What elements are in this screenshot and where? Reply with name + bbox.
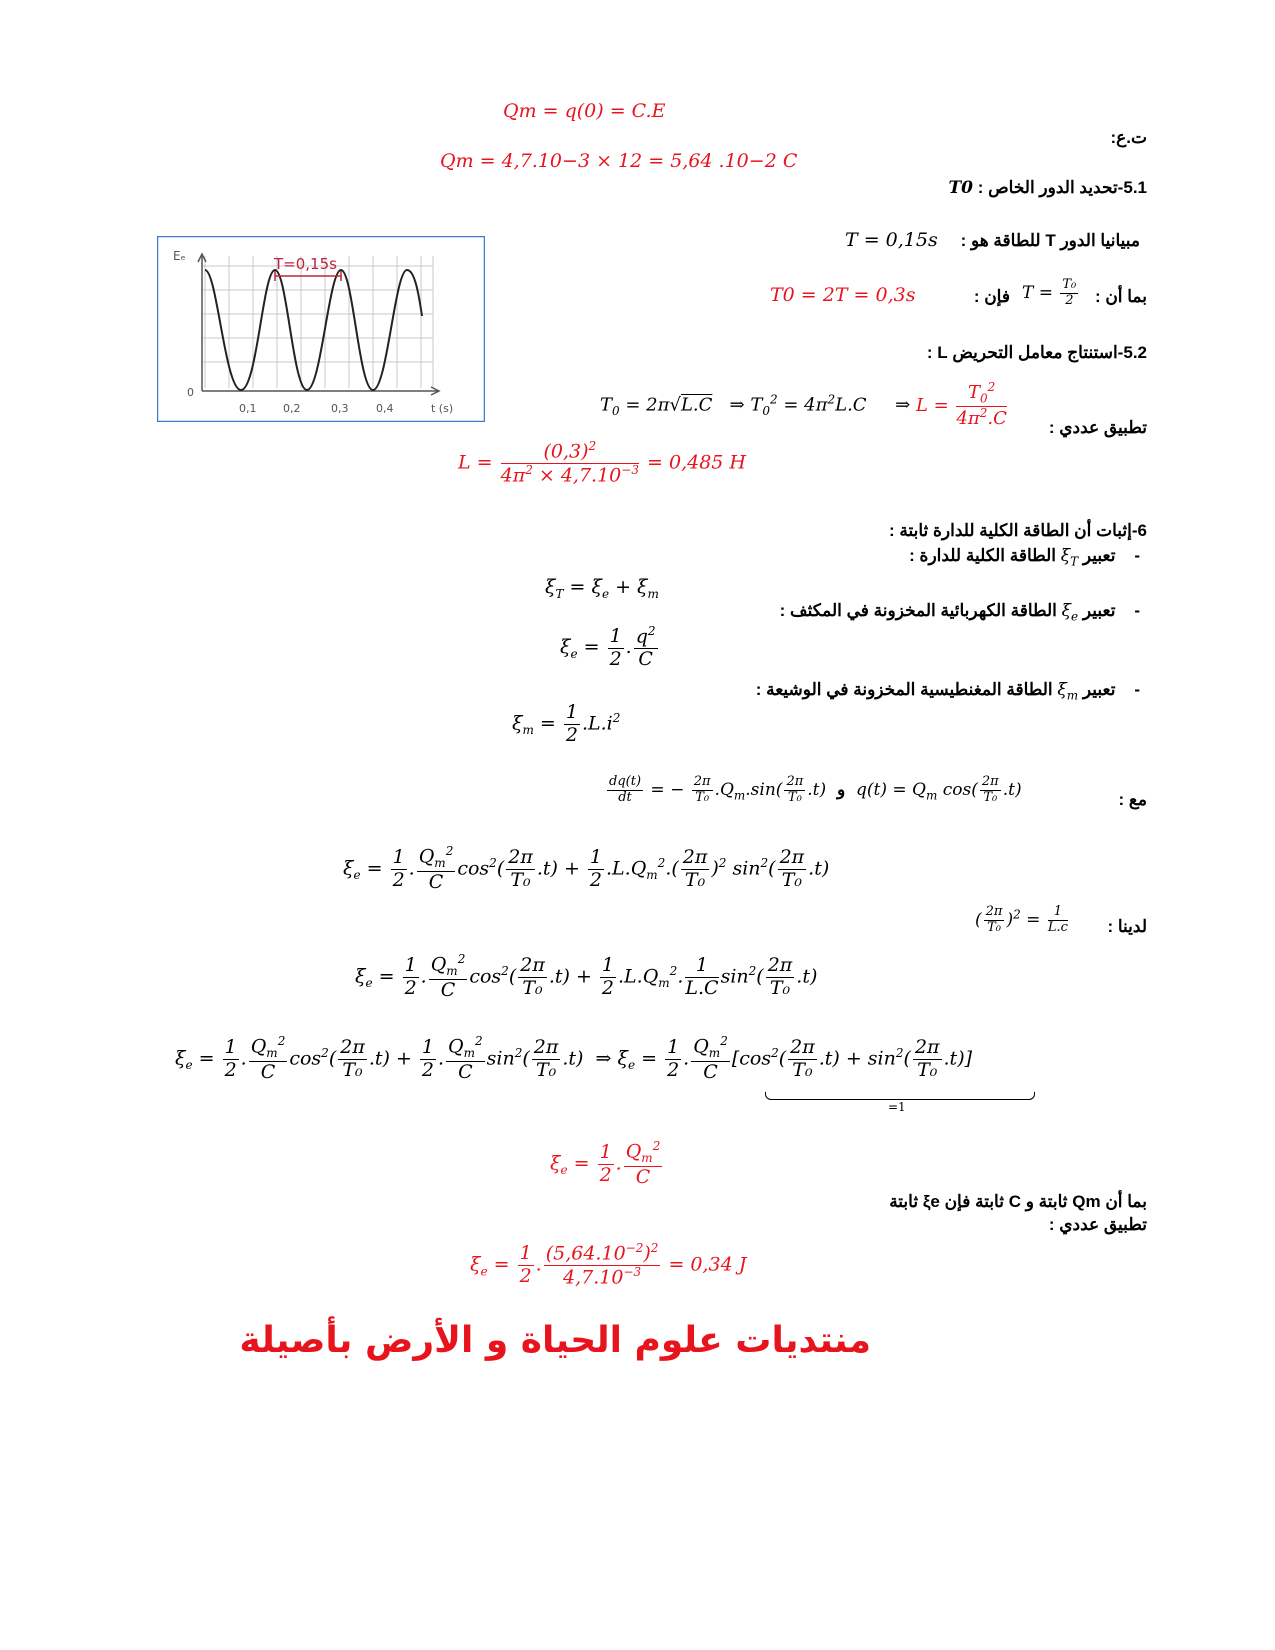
then-text: فإن :: [973, 287, 1010, 306]
magnetic-energy-formula: $\xi_m$ = $\frac{1}{2}$ $.L.i^2$: [512, 701, 621, 746]
electric-energy-formula: $\xi_e$ = $\frac{1}{2}$ . $\frac{q^2}{C}$: [560, 624, 656, 671]
x-tick: 0,3: [331, 402, 349, 415]
bullet-magnetic-energy: - تعبير $\xi_m$ الطاقة المغنطيسية المخزونة في الوشيعة :: [755, 680, 1140, 703]
l-numeric: L = $\frac{(0,3)^2}{4\pi^2 \times 4,7.10^{-3}}$ = 0,485 H: [458, 439, 746, 487]
qm-equation-2: Qm = 4,7.10−3 × 12 = 5,64 .10−2 C: [440, 150, 798, 172]
bullet-total-energy: - تعبير $\xi_T$ الطاقة الكلية للدارة :: [909, 546, 1140, 569]
energy-expression-1: $\xi_e$ = $\frac{1}{2}$ . $\frac{Q_m^2}{C}$ $\cos^2$( $\frac{2\pi}{\text{T₀}}$ .t) + $\frac{1}{2}$ $.L.Q_m^2$.( $\frac{2\pi}{\text{T₀}}$ )$^2$ $\sin^2$( $\frac{2\pi}{\text{T₀}}$ .t): [343, 844, 830, 893]
underbrace-label: =1: [888, 1100, 906, 1114]
period-annotation: T=0,15s: [274, 255, 337, 273]
t0-relation: $T_0 = 2\pi√L.C$ ⇒ $T_0^2 = 4\pi^2L.C$ ⇒ L = $\frac{T_0^2}{4\pi^2.C}$: [600, 380, 1007, 430]
qm-equation-1: Qm = q(0) = C.E: [503, 100, 666, 122]
numeric-label-2: تطبيق عددي :: [1048, 1215, 1147, 1234]
bullet-electric-energy: - تعبير $\xi_e$ الطاقة الكهربائية المخزونة في المكثف :: [779, 601, 1140, 624]
tr-label: ت.ع:: [1110, 128, 1147, 147]
forum-title: منتديات علوم الحياة و الأرض بأصيلة: [239, 1320, 871, 1361]
x-tick: 0,4: [376, 402, 394, 415]
x-tick: 0,1: [239, 402, 257, 415]
section-6-title: 6-إثبات أن الطاقة الكلية للدارة ثابتة :: [889, 521, 1147, 540]
energy-graph: [157, 236, 485, 422]
energy-expression-3: $\xi_e$ = $\frac{1}{2}$ . $\frac{Q_m^2}{C}$ $\cos^2$( $\frac{2\pi}{\text{T₀}}$ .t) + $\frac{1}{2}$ . $\frac{Q_m^2}{C}$ $\sin^2$( $\frac{2\pi}{\text{T₀}}$ .t) ⇒ $\xi_e$ = $\frac{1}{2}$ . $\frac{Q_m^2}{C}$ [$\cos^2$( $\frac{2\pi}{\text{T₀}}$ $.t) + \sin^2$( $\frac{2\pi}{\text{T₀}}$ .t)]: [175, 1034, 973, 1083]
since-text: بما أن :: [1094, 287, 1147, 306]
origin-label: 0: [187, 386, 194, 399]
we-have-label: لدينا :: [1107, 917, 1147, 936]
energy-numeric: $\xi_e$ = $\frac{1}{2}$ . $\frac{(5,64.10^{-2})^2}{4,7.10^{-3}}$ = 0,34 J: [470, 1241, 747, 1289]
omega-relation: ( $\frac{2\pi}{\text{T₀}}$ )$^2$ = $\frac{1}{L.c}$: [975, 904, 1068, 935]
section-5-2-title: 5.2-استنتاج معامل التحريض L :: [926, 343, 1147, 362]
numeric-label-1: تطبيق عددي :: [1048, 418, 1147, 437]
section-5-1-title: 5.1-تحديد الدور الخاص : T0: [948, 178, 1147, 198]
y-axis-label: Eₑ: [173, 249, 186, 263]
q-and-derivative: $\frac{dq(t)}{dt}$ = − $\frac{2\pi}{\text{T₀}}$ $.Q_m.\sin$( $\frac{2\pi}{\text{T₀}}$ .t) و $q(t) = Q_m$ cos( $\frac{2\pi}{\text{T₀}}$ .t): [609, 774, 1022, 805]
with-label: مع :: [1118, 790, 1147, 809]
period-value: T = 0,15s: [845, 229, 938, 251]
t-half-formula: T = $\frac{\text{T₀}}{2}$: [1022, 277, 1077, 308]
underbrace: [765, 1092, 1035, 1100]
x-tick: 0,2: [283, 402, 301, 415]
energy-expression-2: $\xi_e$ = $\frac{1}{2}$ . $\frac{Q_m^2}{C}$ $\cos^2$( $\frac{2\pi}{\text{T₀}}$ .t) + $\frac{1}{2}$ $.L.Q_m^2$. $\frac{1}{L.C}$ $\sin^2$( $\frac{2\pi}{\text{T₀}}$ .t): [355, 952, 818, 1001]
x-axis-label: t (s): [431, 402, 454, 415]
period-text: مبيانيا الدور T للطاقة هو :: [960, 231, 1140, 250]
energy-final-formula: $\xi_e$ = $\frac{1}{2}$ . $\frac{Q_m^2}{C}$: [550, 1139, 661, 1188]
total-energy-formula: $\xi_T = \xi_e + \xi_m$: [545, 576, 659, 601]
t0-result: T0 = 2T = 0,3s: [770, 284, 916, 306]
constant-conclusion: بما أن Qm ثابتة و C ثابتة فإن ξe ثابتة: [889, 1192, 1147, 1211]
